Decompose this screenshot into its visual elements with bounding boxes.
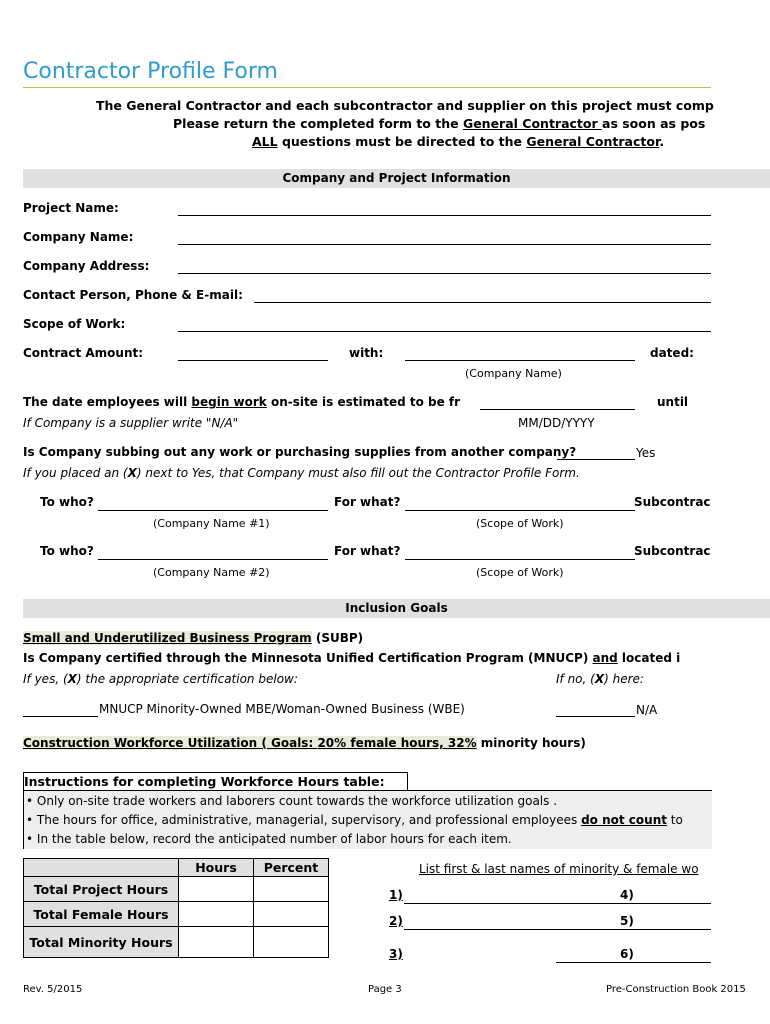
name-number-4: 4): [620, 888, 634, 902]
female-goal-pct: 20%: [317, 736, 347, 750]
subp-heading: [23, 631, 363, 645]
bullet-text: The hours for office, administrative, managerial, supervisory, and professional employees: [36, 813, 582, 827]
subbing-note: If you placed an (X) next to Yes, that Company must also fill out the Contractor Profile Form.: [23, 466, 580, 480]
subbing-question: Is Company subbing out any work or purchasing supplies from another company?: [23, 445, 577, 459]
table-row: [24, 927, 329, 958]
intro-text: Please return the completed form to the: [173, 116, 463, 131]
female-hours-input[interactable]: [179, 902, 254, 927]
cwu-heading: [23, 736, 586, 750]
contract-amount-field[interactable]: [178, 360, 328, 361]
company-address-label: Company Address:: [23, 259, 150, 273]
table-row: [24, 877, 329, 902]
hours-header: Hours: [179, 859, 254, 877]
company-name-field[interactable]: [178, 244, 711, 245]
footer-page-number: Page 3: [368, 984, 402, 995]
begin-text: The date employees will: [23, 395, 192, 409]
minority-hours-input[interactable]: [179, 927, 254, 958]
na-checkbox-field[interactable]: [556, 716, 635, 717]
project-name-label: Project Name:: [23, 201, 119, 215]
intro-line-2: [173, 116, 705, 131]
na-label: N/A: [636, 703, 658, 717]
all-emphasis: ALL: [252, 134, 278, 149]
with-company-field[interactable]: [405, 360, 635, 361]
section-title: Inclusion Goals: [345, 601, 448, 615]
name-number-2: 2): [389, 914, 403, 928]
subp-title: Small and Underutilized Business Program: [23, 631, 312, 645]
female-percent-input[interactable]: [254, 902, 329, 927]
if-no-note: If no, (X) here:: [556, 672, 644, 686]
scope-label: Scope of Work:: [23, 317, 126, 331]
mnucp-checkbox-field[interactable]: [23, 716, 98, 717]
with-label: with:: [349, 346, 384, 360]
date-format-caption: MM/DD/YYYY: [518, 416, 595, 430]
subcontract-label-2: Subcontrac: [634, 544, 711, 558]
intro-line-3: [252, 134, 664, 149]
title-rule: [23, 87, 711, 88]
instruction-bullet-2: • The hours for office, administrative, managerial, supervisory, and professional employees do not count to: [26, 813, 683, 827]
section-header-inclusion: [23, 599, 770, 618]
name-number-1: 1): [389, 888, 403, 902]
to-who-field-2[interactable]: [98, 559, 328, 560]
bullet-text: to: [666, 813, 683, 827]
until-label: until: [657, 395, 689, 409]
names-list-header: List first & last names of minority & female wo: [419, 862, 699, 876]
general-contractor-ref: General Contractor: [462, 116, 603, 131]
and-emphasis: and: [592, 651, 618, 665]
begin-work-line: [23, 395, 460, 409]
company-2-caption: (Company Name #2): [153, 566, 270, 579]
footer-book-title: Pre-Construction Book 2015: [606, 984, 746, 995]
begin-text: on-site is estimated to be fr: [266, 395, 461, 409]
project-percent-input[interactable]: [254, 877, 329, 902]
company-name-label: Company Name:: [23, 230, 134, 244]
row-label: Total Project Hours: [24, 877, 179, 902]
section-title: Company and Project Information: [282, 171, 511, 185]
table-header-row: [24, 859, 329, 877]
instructions-title-box: [23, 772, 408, 791]
for-what-field-2[interactable]: [405, 559, 635, 560]
percent-header: Percent: [254, 859, 329, 877]
bullet-text: In the table below, record the anticipated number of labor hours for each item.: [36, 832, 512, 846]
subp-abbr: (SUBP): [311, 631, 364, 645]
for-what-label-1: For what?: [334, 495, 401, 509]
instructions-box: [23, 790, 712, 849]
bullet-text: Only on-site trade workers and laborers count towards the workforce utilization goals .: [36, 794, 558, 808]
female-goal-label: female hours,: [346, 736, 448, 750]
supplier-note: If Company is a supplier write "N/A": [23, 416, 239, 430]
scope-caption-2: (Scope of Work): [476, 566, 564, 579]
table-row: [24, 902, 329, 927]
mnucp-text: located i: [617, 651, 681, 665]
subcontract-label-1: Subcontrac: [634, 495, 711, 509]
dated-label: dated:: [650, 346, 694, 360]
section-header-company: [23, 169, 770, 188]
contact-field[interactable]: [254, 302, 711, 303]
row-label: Total Female Hours: [24, 902, 179, 927]
general-contractor-ref: General Contractor: [526, 134, 660, 149]
mnucp-question: [23, 651, 713, 665]
to-who-label-1: To who?: [40, 495, 94, 509]
name-field-3[interactable]: [556, 962, 711, 963]
corner-cell: [24, 859, 179, 877]
intro-text: .: [659, 134, 665, 149]
workforce-hours-table: [23, 858, 329, 958]
minority-percent-input[interactable]: [254, 927, 329, 958]
name-number-6: 6): [620, 947, 634, 961]
footer-revision: Rev. 5/2015: [23, 984, 83, 995]
instructions-title: Instructions for completing Workforce Hours table:: [24, 774, 385, 789]
do-not-count-emphasis: do not count: [581, 813, 667, 827]
name-field-2[interactable]: [404, 929, 711, 930]
minority-goal-label: minority hours): [476, 736, 586, 750]
page-title: Contractor Profile Form: [23, 59, 278, 84]
company-address-field[interactable]: [178, 273, 711, 274]
company-1-caption: (Company Name #1): [153, 517, 270, 530]
instruction-bullet-3: • In the table below, record the anticipated number of labor hours for each item.: [26, 832, 512, 846]
if-yes-note: If yes, (X) the appropriate certification below:: [23, 672, 298, 686]
name-number-3: 3): [389, 947, 403, 961]
cwu-title: Construction Workforce Utilization ( Goals:: [23, 736, 318, 750]
to-who-field-1[interactable]: [98, 510, 328, 511]
contract-amount-label: Contract Amount:: [23, 346, 144, 360]
minority-goal-pct: 32%: [447, 736, 477, 750]
mnucp-text: Is Company certified through the Minnesota Unified Certification Program (MNUCP): [23, 651, 593, 665]
scope-caption-1: (Scope of Work): [476, 517, 564, 530]
begin-work-emphasis: begin work: [191, 395, 267, 409]
intro-line-1: The General Contractor and each subcontractor and supplier on this project must comp: [96, 98, 714, 113]
for-what-field-1[interactable]: [405, 510, 635, 511]
row-label: Total Minority Hours: [24, 927, 179, 958]
yes-checkbox-field[interactable]: [557, 459, 635, 460]
project-hours-input[interactable]: [179, 877, 254, 902]
to-who-label-2: To who?: [40, 544, 94, 558]
intro-text: questions must be directed to the: [277, 134, 527, 149]
name-number-5: 5): [620, 914, 634, 928]
instruction-bullet-1: • Only on-site trade workers and laborers count towards the workforce utilization goals .: [26, 794, 558, 808]
scope-field[interactable]: [178, 331, 711, 332]
company-name-caption: (Company Name): [465, 367, 562, 380]
mnucp-option: MNUCP Minority-Owned MBE/Woman-Owned Business (WBE): [99, 702, 465, 716]
intro-text: as soon as pos: [602, 116, 706, 131]
yes-label: Yes: [636, 446, 656, 460]
for-what-label-2: For what?: [334, 544, 401, 558]
contact-label: Contact Person, Phone & E-mail:: [23, 288, 243, 302]
project-name-field[interactable]: [178, 215, 711, 216]
start-date-field[interactable]: [480, 409, 635, 410]
name-field-1[interactable]: [404, 903, 711, 904]
